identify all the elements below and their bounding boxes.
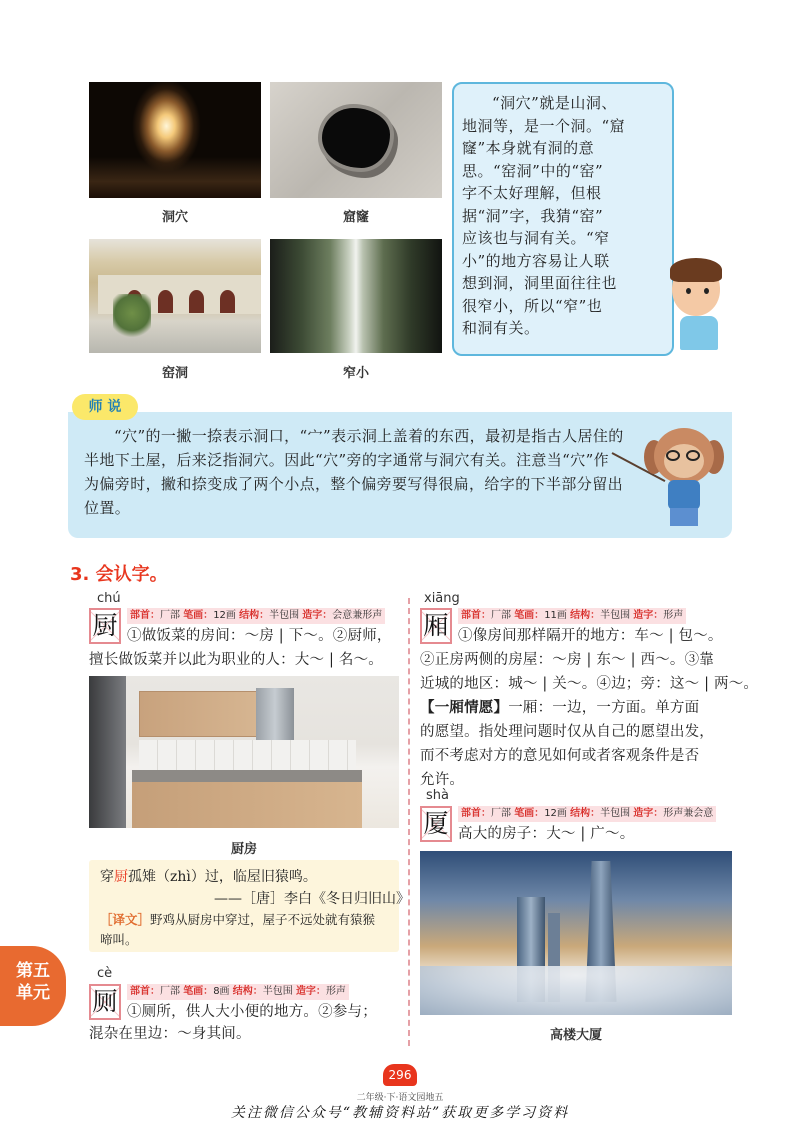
bubble-line: 字不太好理解，但根 [462,184,602,202]
column-divider [408,598,410,1046]
poem-attribution: ——［唐］李白《冬日归旧山》 [214,891,410,907]
definition-ce-2: 混杂在里边：～身其间。 [89,1026,251,1042]
char-box-ce: 厕 [89,984,121,1020]
poem-translation-2: 啼叫。 [100,932,138,947]
skyscrapers-caption: 高楼大厦 [549,1028,602,1043]
meta-xiang: 部首：厂部 笔画：11画 结构：半包围 造字：形声 [458,608,686,624]
kitchen-caption: 厨房 [230,842,257,857]
meta-chu: 部首：厂部 笔画：12画 结构：半包围 造字：会意兼形声 [127,608,385,624]
bubble-line: 很窄小，所以“窄”也 [462,296,603,315]
bubble-line: 地洞等，是一个洞。“窟 [462,116,626,135]
student-speech-bubble [452,82,674,356]
unit-tab: 第五 单元 [0,946,66,1026]
teacher-says-text: “穴”的一撇一捺表示洞口，“宀”表示洞上盖着的东西，最初是指古人居住的半地下土屋，后来泛指洞穴。因此“穴”旁的字通常与洞穴有关。注意当“穴”作为偏旁时，撇和捺变成了两个小点，整个偏旁要写得很扁，给字的下半部分留出位置。 [84,427,624,517]
pinyin-chu: chú [97,591,121,606]
narrow-caption: 窄小 [342,366,369,381]
hole-photo [270,82,442,198]
bubble-line: 应该也与洞有关。“窄 [462,229,610,247]
bubble-line: 和洞有关。 [462,319,540,337]
char-box-sha: 厦 [420,806,452,842]
bubble-line: 想到洞，洞里面往往也 [462,274,618,292]
definition-ce-1: ①厕所，供人大小便的地方。②参与； [127,1004,377,1020]
teacher-says-tag: 师 说 [72,394,138,420]
yaodong-caption: 窑洞 [161,366,188,381]
cave-photo [89,82,261,198]
poem-translation-1: ［译文］野鸡从厨房中穿过，屋子不远处就有猿猴 [100,912,376,927]
idiom-line-1: 【一厢情愿】一厢：一边，一方面。单方面 [420,699,700,716]
definition-xiang-3: 近城的地区：城～ | 关～。④边；旁：这～ | 两～。 [420,676,759,692]
section-heading: 3. 会认字。 [70,564,168,585]
definition-xiang-1: ①像房间那样隔开的地方：车～ | 包～。 [458,628,723,644]
narrow-canyon-photo [270,239,442,353]
meta-sha: 部首：厂部 笔画：12画 结构：半包围 造字：形声兼会意 [458,806,716,822]
skyscrapers-photo [420,851,732,1015]
cave-caption: 洞穴 [161,210,188,225]
definition-sha-1: 高大的房子：大～ | 广～。 [458,826,635,842]
bubble-line: 据“洞”字，我猜“窑” [462,206,604,225]
idiom-line-3: 而不考虑对方的意见如何或者客观条件是否 [420,748,700,764]
meta-ce: 部首：厂部 笔画：8画 结构：半包围 造字：形声 [127,984,349,1000]
char-box-xiang: 厢 [420,608,452,644]
idiom-line-4: 允许。 [420,772,465,788]
bubble-line: 窿”本身就有洞的意 [462,139,595,157]
book-info: 二年级·下·语文园地五 [356,1093,444,1103]
page-number: 296 [383,1064,417,1086]
kitchen-photo [89,676,399,828]
yaodong-photo [89,239,261,353]
bubble-line: 思。“窑洞”中的“窑” [462,161,604,180]
pinyin-ce: cè [97,966,113,981]
pinyin-sha: shà [426,788,449,803]
bubble-line: 小”的地方容易让人联 [462,251,610,270]
definition-chu-1: ①做饭菜的房间：～房 | 下～。②厨师， [127,628,392,644]
bubble-line: “洞穴”就是山洞、 [492,94,617,112]
definition-chu-2: 擅长做饭菜并以此为职业的人：大～ | 名～。 [89,652,384,668]
poem-line-1: 穿厨孤雉（zhì）过，临屋旧猿鸣。 [100,869,317,885]
definition-xiang-2: ②正房两侧的房屋：～房 | 东～ | 西～。③靠 [420,652,715,668]
pinyin-xiang: xiāng [424,591,460,606]
char-box-chu: 厨 [89,608,121,644]
hole-caption: 窟窿 [342,210,369,225]
idiom-line-2: 的愿望。指处理问题时仅从自己的愿望出发， [420,724,714,740]
promo-line: 关注微信公众号“教辅资料站”获取更多学习资料 [230,1105,570,1121]
